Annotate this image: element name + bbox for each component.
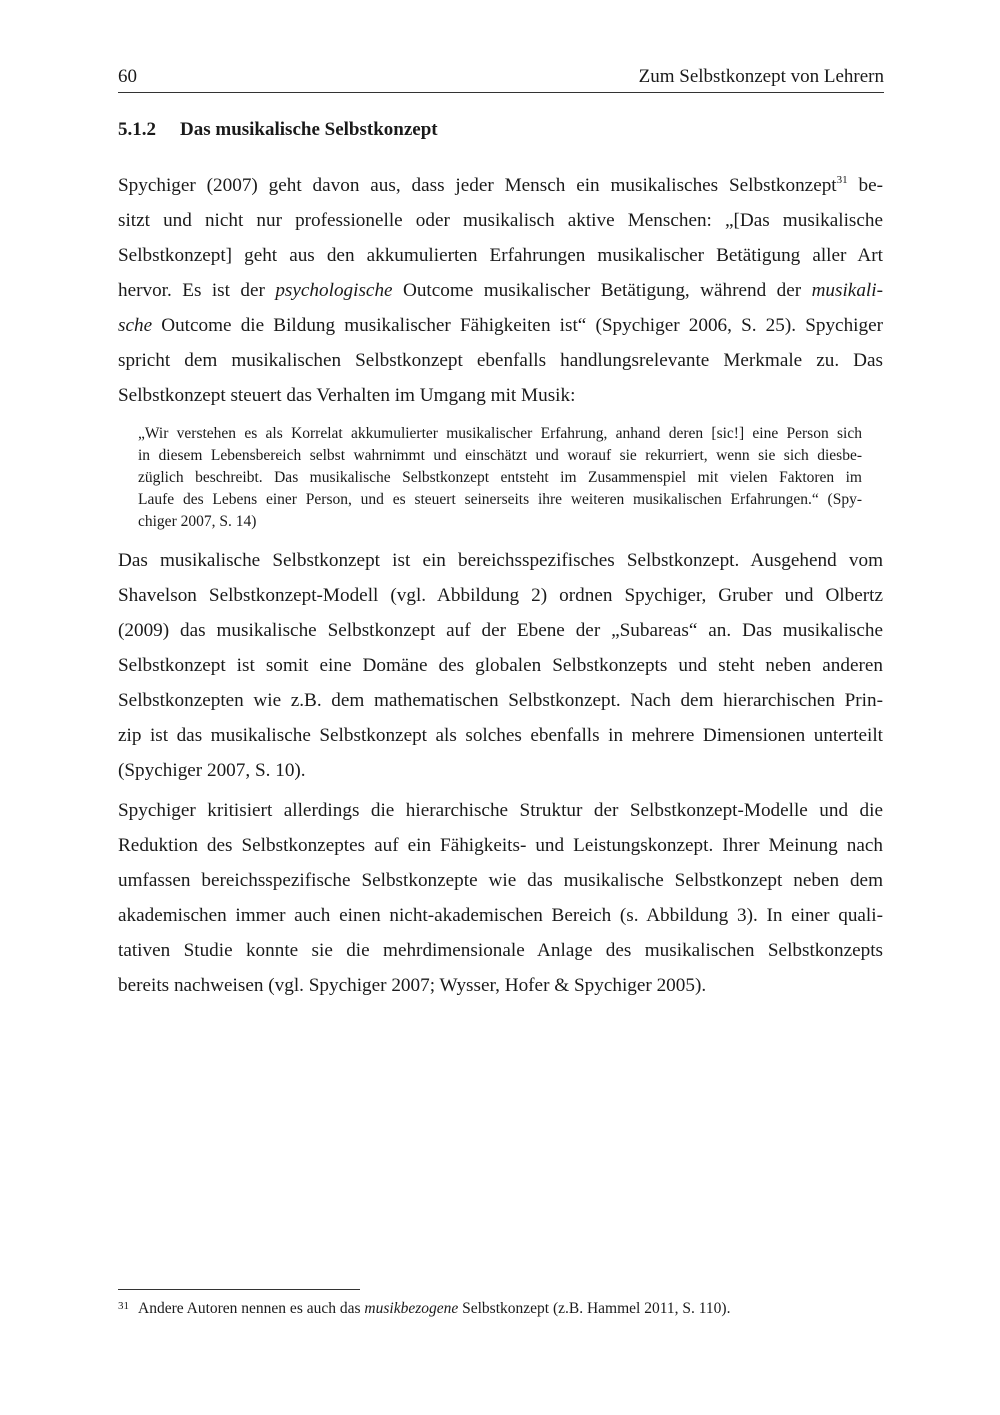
emphasis: musikali-: [811, 280, 883, 301]
footnote-ref: 31: [836, 173, 848, 186]
emphasis: sche: [118, 315, 153, 336]
text-line: tativen Studie konnte sie die mehrdimensionale Anlage des musikalischen Selbstkonzepts: [118, 940, 883, 961]
footnote-text: Andere Autoren nennen es auch das: [138, 1300, 365, 1317]
text-line: spricht dem musikalischen Selbstkonzept ebenfalls handlungsrelevante Merkmale zu. Das: [118, 350, 883, 371]
text-run: hervor. Es ist der: [118, 280, 276, 301]
quote-line: züglich beschreibt. Das musikalische Selbstkonzept entsteht im Zusammenspiel mit vielen Faktoren im: [138, 469, 862, 486]
text-line: (2009) das musikalische Selbstkonzept auf der Ebene der „Subareas“ an. Das musikalische: [118, 620, 883, 641]
page-number: 60: [118, 66, 137, 87]
text-line: bereits nachweisen (vgl. Spychiger 2007; Wysser, Hofer & Spychiger 2005).: [118, 975, 707, 996]
text-run: be-: [847, 175, 883, 196]
text-line: [118, 308, 883, 343]
page-header: [118, 66, 884, 93]
footnote-number: 31: [118, 1300, 129, 1312]
paragraph-2: [118, 543, 883, 788]
text-line: umfassen bereichsspezifische Selbstkonzepte wie das musikalische Selbstkonzept neben dem: [118, 870, 883, 891]
text-line: sitzt und nicht nur professionelle oder musikalisch aktive Menschen: „[Das musikalische: [118, 210, 883, 231]
text-run: Spychiger (2007) geht davon aus, dass jeder Mensch ein musikalisches Selbstkonzept: [118, 175, 837, 196]
text-line: [118, 168, 883, 203]
paragraph-3: [118, 793, 883, 1003]
quote-line: „Wir verstehen es als Korrelat akkumulierter musikalischer Erfahrung, anhand deren [sic!] eine Person sich: [138, 425, 862, 442]
block-quote: [138, 423, 862, 533]
section-heading: [118, 118, 438, 142]
text-line: Reduktion des Selbstkonzeptes auf ein Fähigkeits- und Leistungskonzept. Ihrer Meinung nach: [118, 835, 883, 856]
text-line: Selbstkonzept] geht aus den akkumulierten Erfahrungen musikalischer Betätigung aller Art: [118, 245, 883, 266]
section-title: Das musikalische Selbstkonzept: [180, 119, 438, 140]
section-number: 5.1.2: [118, 119, 156, 140]
footnote-emphasis: musikbezogene: [364, 1300, 459, 1317]
quote-line: Laufe des Lebens einer Person, und es steuert seinerseits ihre weiteren musikalischen Erfahrungen.“ (Spy-: [138, 491, 862, 508]
running-title: Zum Selbstkonzept von Lehrern: [638, 66, 884, 87]
text-run: Outcome musikalischer Betätigung, während der: [392, 280, 812, 301]
text-line: Shavelson Selbstkonzept-Modell (vgl. Abbildung 2) ordnen Spychiger, Gruber und Olbertz: [118, 585, 883, 606]
quote-line: in diesem Lebensbereich selbst wahrnimmt und einschätzt und worauf sie rekurriert, wenn sie sich diesbe-: [138, 447, 862, 464]
text-line: Selbstkonzept steuert das Verhalten im Umgang mit Musik:: [118, 385, 576, 406]
footnote-divider: [118, 1289, 360, 1290]
text-line: Selbstkonzept ist somit eine Domäne des globalen Selbstkonzepts und steht neben anderen: [118, 655, 883, 676]
footnote-text: Selbstkonzept (z.B. Hammel 2011, S. 110).: [458, 1300, 731, 1317]
text-line: Selbstkonzepten wie z.B. dem mathematischen Selbstkonzept. Nach dem hierarchischen Prin-: [118, 690, 883, 711]
text-line: [118, 273, 883, 308]
text-line: akademischen immer auch einen nicht-akademischen Bereich (s. Abbildung 3). In einer quali-: [118, 905, 883, 926]
footnote: [118, 1298, 730, 1320]
emphasis: psychologische: [275, 280, 393, 301]
text-line: Spychiger kritisiert allerdings die hierarchische Struktur der Selbstkonzept-Modelle und die: [118, 800, 883, 821]
paragraph-1: [118, 168, 883, 413]
text-line: zip ist das musikalische Selbstkonzept als solches ebenfalls in mehrere Dimensionen unterteilt: [118, 725, 883, 746]
text-line: Das musikalische Selbstkonzept ist ein bereichsspezifisches Selbstkonzept. Ausgehend vom: [118, 550, 883, 571]
text-run: Outcome die Bildung musikalischer Fähigkeiten ist“ (Spychiger 2006, S. 25). Spychiger: [152, 315, 883, 336]
quote-line: chiger 2007, S. 14): [138, 513, 257, 530]
text-line: (Spychiger 2007, S. 10).: [118, 760, 306, 781]
